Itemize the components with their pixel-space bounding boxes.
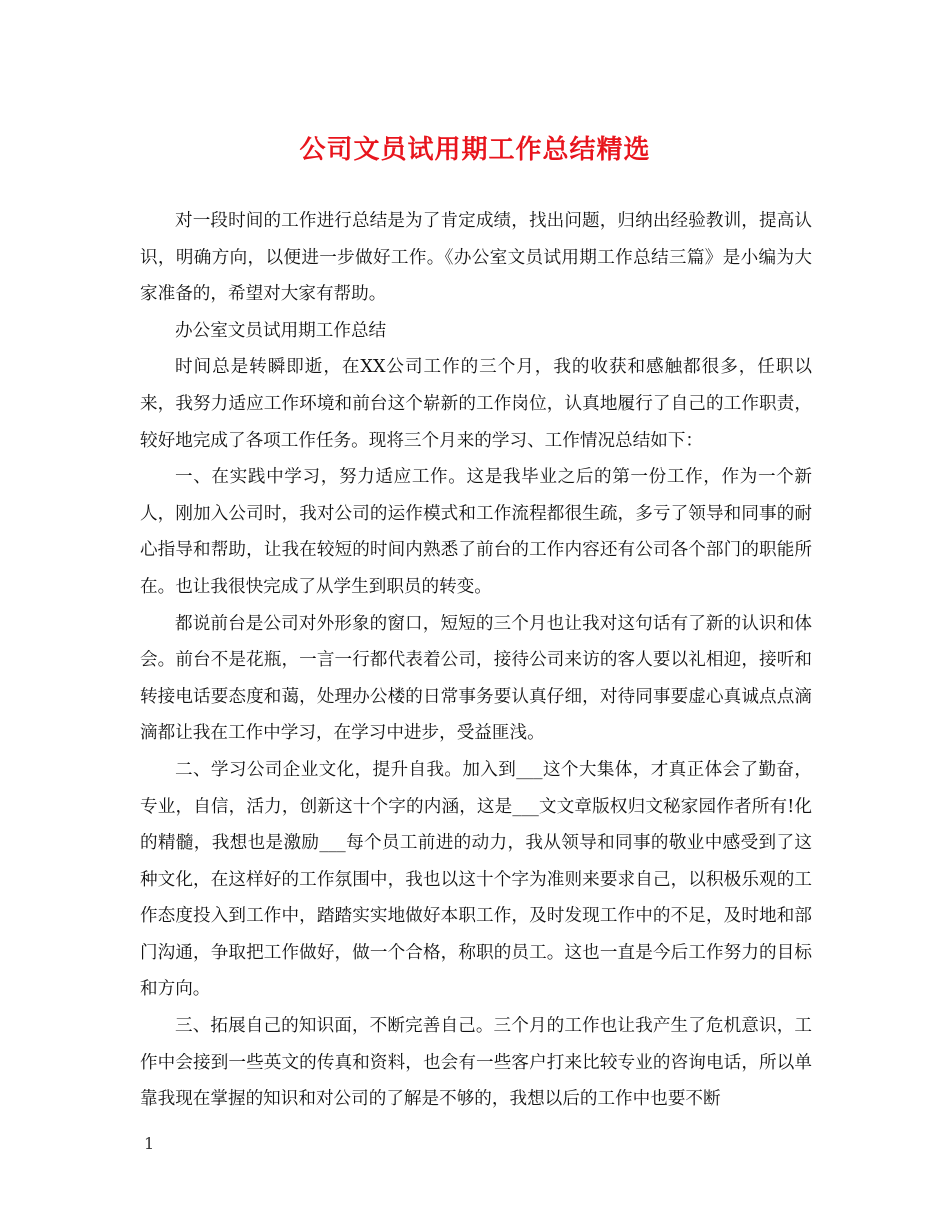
body-paragraph-1: 时间总是转瞬即逝，在XX公司工作的三个月，我的收获和感触都很多，任职以来，我努力适应工作环境和前台这个崭新的工作岗位，认真地履行了自己的工作职责，较好地完成了各项工作任务。现将三个月来的学习、工作情况总结如下： bbox=[140, 357, 812, 451]
page-number: 1 bbox=[144, 1134, 155, 1153]
body-paragraph-3: 都说前台是公司对外形象的窗口，短短的三个月也让我对这句话有了新的认识和体会。前台不是花瓶，一言一行都代表着公司，接待公司来访的客人要以礼相迎，接听和转接电话要态度和蔼，处理办公楼的日常事务要认真仔细，对待同事要虚心真诚点点滴滴都让我在工作中学习，在学习中进步，受益匪浅。 bbox=[140, 613, 812, 744]
document-title: 公司文员试用期工作总结精选 bbox=[299, 135, 651, 165]
body-paragraph-4: 二、学习公司企业文化，提升自我。加入到___这个大集体，才真正体会了勤奋，专业，自信，活力，创新这十个字的内涵，这是___文文章版权归文秘家园作者所有!化的精髓，我想也是激励___每个员工前进的动力，我从领导和同事的敬业中感受到了这种文化，在这样好的工作氛围中，我也以这十个字为准则来要求自己，以积极乐观的工作态度投入到工作中，踏踏实实地做好本职工作，及时发现工作中的不足，及时地和部门沟通，争取把工作做好，做一个合格，称职的员工。这也一直是今后工作努力的目标和方向。 bbox=[140, 759, 812, 1000]
body-paragraph-2: 一、在实践中学习，努力适应工作。这是我毕业之后的第一份工作，作为一个新人，刚加入公司时，我对公司的运作模式和工作流程都很生疏，多亏了领导和同事的耐心指导和帮助，让我在较短的时间内熟悉了前台的工作内容还有公司各个部门的职能所在。也让我很快完成了从学生到职员的转变。 bbox=[140, 467, 812, 597]
intro-paragraph: 对一段时间的工作进行总结是为了肯定成绩，找出问题，归纳出经验教训，提高认识，明确方向，以便进一步做好工作。《办公室文员试用期工作总结三篇》是小编为大家准备的，希望对大家有帮助。 bbox=[140, 211, 812, 305]
document-body bbox=[140, 203, 812, 1118]
section-subheading: 办公室文员试用期工作总结 bbox=[175, 320, 387, 341]
body-paragraph-5: 三、拓展自己的知识面，不断完善自己。三个月的工作也让我产生了危机意识，工作中会接到一些英文的传真和资料，也会有一些客户打来比较专业的咨询电话，所以单靠我现在掌握的知识和对公司的了解是不够的，我想以后的工作中也要不断 bbox=[140, 1016, 812, 1110]
